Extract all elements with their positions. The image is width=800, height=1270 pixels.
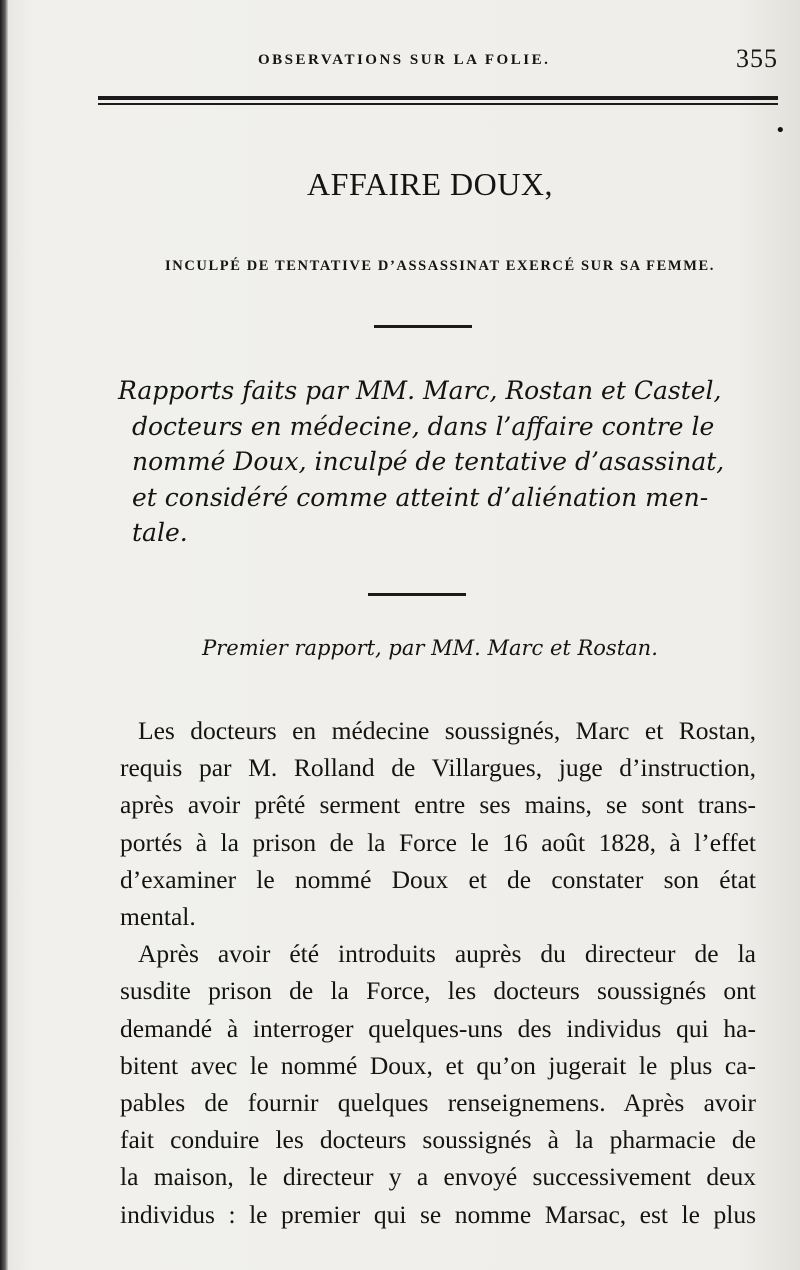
- report-heading-line: tale.: [132, 518, 188, 547]
- paragraph-line: individus : le premier qui se nomme Marsac, est le plus: [120, 1199, 756, 1229]
- paragraph-line: mental.: [120, 902, 196, 932]
- header-rule-thin: [98, 103, 778, 105]
- paragraph-line: demandé à interroger quelques-uns des individus qui ha-: [120, 1013, 756, 1043]
- paragraph-line: requis par M. Rolland de Villargues, juge d’instruction,: [120, 753, 756, 783]
- report-heading-line: docteurs en médecine, dans l’affaire contre le: [132, 411, 715, 441]
- paragraph-line: Après avoir été introduits auprès du directeur de la: [138, 939, 756, 969]
- paragraph-line: susdite prison de la Force, les docteurs soussignés ont: [120, 976, 756, 1006]
- paragraph-line: pables de fournir quelques renseignemens. Après avoir: [120, 1088, 756, 1118]
- body-text: [120, 712, 756, 1233]
- paragraph-line: d’examiner le nommé Doux et de constater son état: [120, 864, 756, 894]
- report-heading-line: nommé Doux, inculpé de tentative d’asassinat,: [132, 447, 725, 476]
- paragraph-line: la maison, le directeur y a envoyé successivement deux: [120, 1162, 756, 1192]
- report-heading-line: Rapports faits par MM. Marc, Rostan et Castel,: [118, 376, 722, 405]
- report-heading-line: et considéré comme atteint d’aliénation men-: [132, 482, 709, 512]
- report-heading: [118, 373, 778, 551]
- paragraph-line: portés à la prison de la Force le 16 août 1828, à l’effet: [120, 827, 756, 857]
- section-divider: [374, 325, 472, 328]
- paragraph-line: bitent avec le nommé Doux, et qu’on jugerait le plus ca-: [120, 1050, 756, 1080]
- paragraph-line: après avoir prêté serment entre ses mains, se sont trans-: [120, 790, 756, 820]
- paragraph-line: Les docteurs en médecine soussignés, Marc et Rostan,: [138, 716, 756, 745]
- chapter-title: AFFAIRE DOUX,: [307, 166, 553, 202]
- margin-mark: •: [775, 120, 786, 141]
- running-head: [258, 44, 778, 78]
- header-rule: [98, 96, 778, 100]
- page-number: 355: [736, 44, 778, 73]
- section-divider: [368, 593, 466, 596]
- paragraph-line: fait conduire les docteurs soussignés à la pharmacie de: [120, 1125, 756, 1155]
- running-head-title: OBSERVATIONS SUR LA FOLIE.: [258, 52, 551, 68]
- chapter-subtitle: INCULPÉ DE TENTATIVE D’ASSASSINAT EXERCÉ SUR SA FEMME.: [165, 258, 715, 274]
- first-report-heading: Premier rapport, par MM. Marc et Rostan.: [202, 636, 658, 660]
